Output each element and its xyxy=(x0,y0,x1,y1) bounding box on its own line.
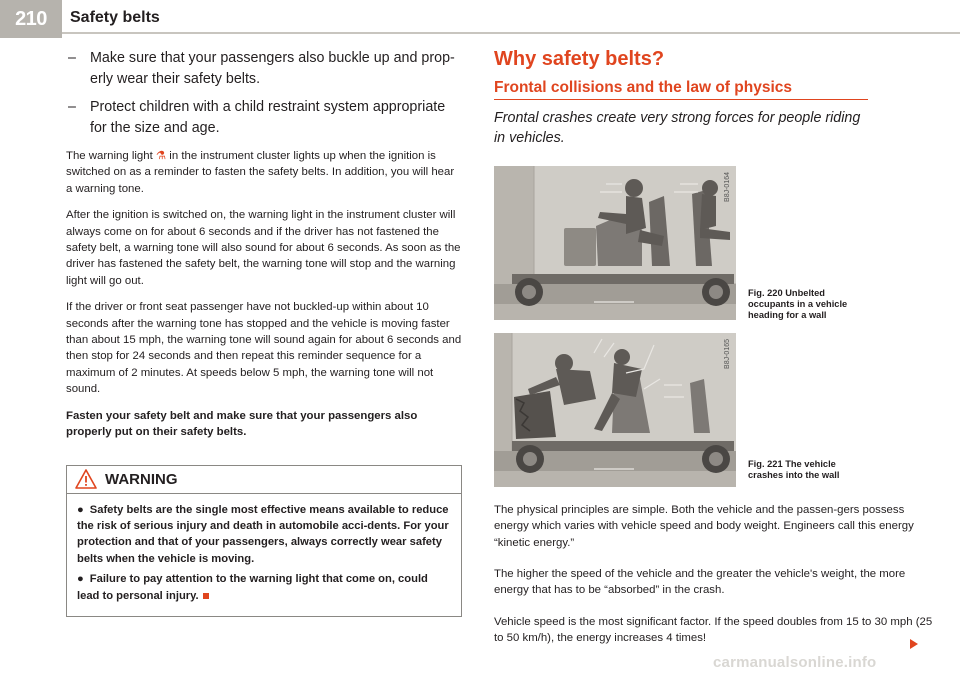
continue-arrow-icon xyxy=(910,639,918,649)
right-column xyxy=(494,48,934,148)
list-item-text: Make sure that your passengers also buckle up and prop-erly wear their safety belts. xyxy=(90,50,455,87)
figure-221 xyxy=(494,333,934,487)
figure-caption: Fig. 220 Unbelted occupants in a vehicle heading for a wall xyxy=(748,288,848,320)
paragraph-warning-light: The warning light ⚗ in the instrument cluster lights up when the ignition is switched on as a reminder to fasten the safety belts. In addition, you will hear a warning tone. xyxy=(66,150,455,195)
watermark: carmanualsonline.info xyxy=(713,654,877,671)
paragraph: The physical principles are simple. Both the vehicle and the passen-gers possess energy which varies with vehicle speed and body weight. Engineers call this energy “kinetic energy.” xyxy=(494,504,914,549)
list-item: – Make sure that your passengers also buckle up and prop-erly wear their safety belts. xyxy=(68,50,455,87)
paragraph: If the driver or front seat passenger have not buckled-up within about 10 seconds after the warning tone has stopped and the vehicle is moving faster than about 15 mph, the warning tone will sound again for about 6 seconds and then stop for 24 seconds and then repeat this reminder sequence for a maximum of 2 minutes. At speeds below 5 mph, the warning tone will not sound. xyxy=(66,301,462,396)
warning-header xyxy=(67,466,461,494)
chapter-title: Safety belts xyxy=(70,9,160,26)
paragraph-bold: Fasten your safety belt and make sure that your passengers also properly put on their safety belts. xyxy=(66,409,418,439)
warning-body xyxy=(67,494,461,616)
figure-image-vehicle-crash xyxy=(494,333,736,487)
figure-code: B8J-0164 xyxy=(724,172,731,202)
seatbelt-warning-icon: ⚗ xyxy=(155,150,167,162)
left-column xyxy=(66,48,462,617)
figure-code: B8J-0165 xyxy=(724,339,731,369)
lead-text: Frontal crashes create very strong forces for people riding in vehicles. xyxy=(494,110,861,146)
header-rule xyxy=(62,32,960,34)
warning-box xyxy=(66,465,462,617)
list-item: – Protect children with a child restraint system appropriate for the size and age. xyxy=(68,99,446,136)
figure-220 xyxy=(494,166,934,320)
figure-image-unbelted-occupants xyxy=(494,166,736,320)
list-item-text: Protect children with a child restraint system appropriate for the size and age. xyxy=(90,99,446,136)
paragraph: The higher the speed of the vehicle and the greater the vehicle's weight, the more energy that has to be “absorbed” in the crash. xyxy=(494,568,906,597)
warning-item: ● Safety belts are the single most effective means available to reduce the risk of serious injury and death in automobile acci-dents. For your protection and that of your passengers, always correctly wear safety belts when the vehicle is moving. xyxy=(77,503,449,565)
end-marker-icon xyxy=(203,593,209,599)
figure-caption: Fig. 221 The vehicle crashes into the wall xyxy=(748,459,840,480)
warning-item: ● Failure to pay attention to the warning light that come on, could lead to personal injury. xyxy=(77,573,428,602)
warning-triangle-icon xyxy=(75,469,97,489)
paragraph: After the ignition is switched on, the warning light in the instrument cluster will always come on for about 6 seconds and if the driver has not fastened the safety belt, a warning tone will also sound for about 6 seconds. As soon as the driver has fastened the safety belt, the warning tone will stop and the warning light will go out. xyxy=(66,209,461,287)
section-title: Why safety belts? xyxy=(494,48,665,70)
paragraph: Vehicle speed is the most significant factor. If the speed doubles from 15 to 30 mph (25 to 50 km/h), the energy increases 4 times! xyxy=(494,616,933,645)
page-number: 210 xyxy=(15,8,47,30)
warning-title: WARNING xyxy=(105,470,178,488)
subsection-title: Frontal collisions and the law of physics xyxy=(494,79,868,100)
